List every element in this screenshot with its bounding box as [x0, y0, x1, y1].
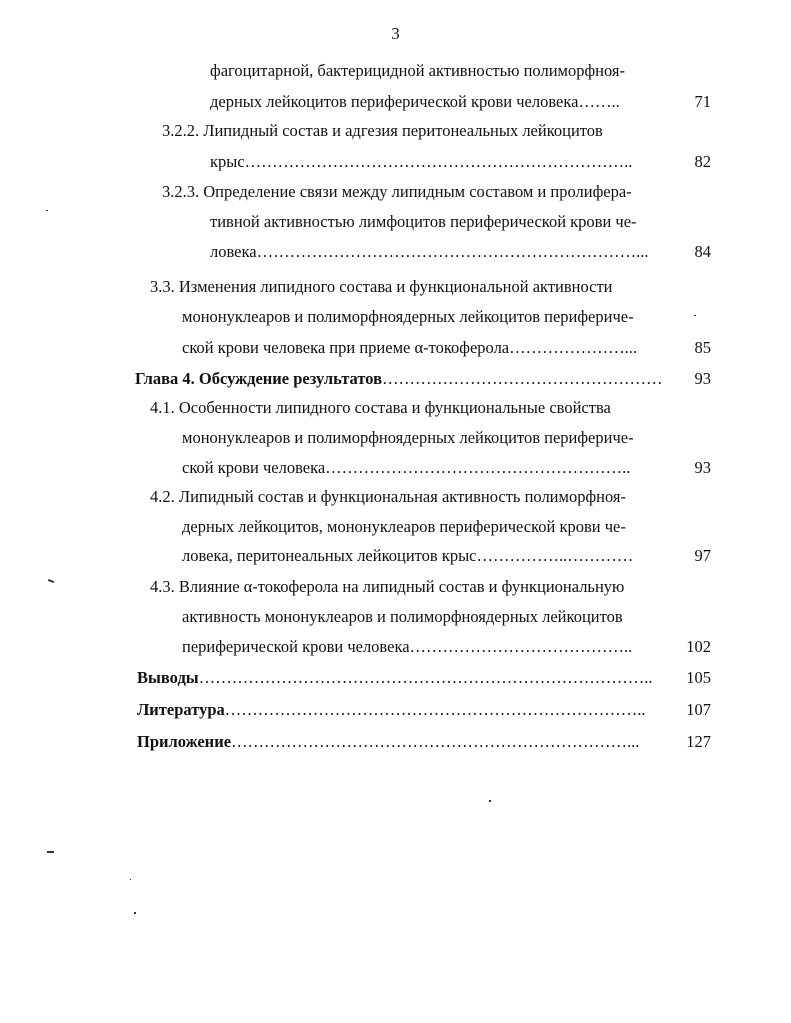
toc-line: периферической крови человека………………………………….. [182, 637, 633, 656]
toc-page-number: 71 [694, 92, 711, 111]
toc-page-number: 82 [694, 152, 711, 171]
toc-page-number: 97 [694, 546, 711, 565]
toc-page-number: 127 [686, 732, 711, 751]
toc-leader-dots: ……………………………………………………………………….. [198, 668, 653, 687]
toc-line: ловека, перитонеальных лейкоцитов крыс……………..………… [182, 546, 634, 565]
toc-chapter-title: Глава 4. Обсуждение результатов [135, 369, 382, 388]
toc-section-line [137, 700, 646, 720]
toc-line: мононуклеаров и полиморфноядерных лейкоцитов перифериче- [182, 307, 634, 326]
toc-line: крыс…………………………………………………………….. [210, 152, 633, 171]
toc-section-line [137, 668, 652, 688]
toc-line: 4.1. Особенности липидного состава и функциональные свойства [150, 398, 611, 417]
toc-line: ловека……………………………………………………………... [210, 242, 649, 261]
toc-line: мононуклеаров и полиморфноядерных лейкоцитов перифериче- [182, 428, 634, 447]
toc-page-number: 85 [694, 338, 711, 357]
scan-speck [130, 879, 131, 880]
toc-section-line [137, 732, 639, 752]
toc-page-number: 105 [686, 668, 711, 687]
toc-page-number: 107 [686, 700, 711, 719]
scan-speck [694, 315, 696, 316]
toc-line: тивной активностью лимфоцитов периферической крови че- [210, 212, 637, 231]
toc-line: фагоцитарной, бактерицидной активностью полиморфноя- [210, 61, 626, 80]
toc-line: 4.2. Липидный состав и функциональная активность полиморфноя- [150, 487, 626, 506]
toc-page-number: 93 [694, 369, 711, 388]
toc-leader-dots: …………………………………………… [382, 369, 663, 388]
toc-line: 3.2.2. Липидный состав и адгезия перитонеальных лейкоцитов [162, 121, 603, 140]
toc-leader-dots: ………………………………………………………………... [231, 732, 640, 751]
toc-page-number: 93 [694, 458, 711, 477]
toc-section-title: Литература [137, 700, 225, 719]
toc-line: 3.3. Изменения липидного состава и функциональной активности [150, 277, 613, 296]
toc-chapter-line [135, 369, 663, 389]
toc-line: дерных лейкоцитов периферической крови человека…….. [210, 92, 620, 111]
toc-page-number: 102 [686, 637, 711, 656]
toc-line: дерных лейкоцитов, мононуклеаров периферической крови че- [182, 517, 626, 536]
toc-line: ской крови человека при приеме α-токоферола…………………... [182, 338, 638, 357]
scan-speck [47, 851, 54, 853]
toc-section-title: Приложение [137, 732, 232, 751]
toc-line: активность мононуклеаров и полиморфноядерных лейкоцитов [182, 607, 623, 626]
toc-leader-dots: ………………………………………………………………….. [224, 700, 646, 719]
toc-line: ской крови человека……………………………………………….. [182, 458, 631, 477]
scan-speck [46, 210, 48, 211]
toc-line: 3.2.3. Определение связи между липидным составом и пролифера- [162, 182, 632, 201]
scan-speck [48, 579, 54, 583]
toc-line: 4.3. Влияние α-токоферола на липидный состав и функциональную [150, 577, 625, 596]
page-number: 3 [391, 24, 400, 43]
scan-speck [134, 912, 136, 914]
toc-page-number: 84 [694, 242, 711, 261]
scan-speck [489, 800, 491, 802]
toc-section-title: Выводы [137, 668, 199, 687]
